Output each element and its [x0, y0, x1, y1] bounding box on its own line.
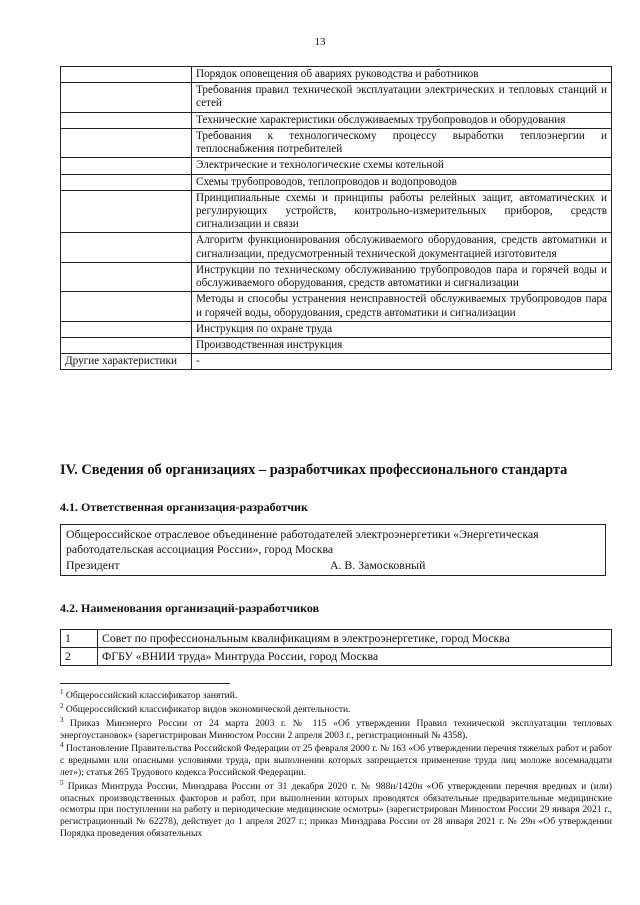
requirement-cell: Электрические и технологические схемы котельной — [192, 158, 612, 174]
footnote-mark: 1 — [60, 688, 64, 696]
row-number: 1 — [61, 630, 98, 648]
label-cell: Другие характеристики — [61, 354, 192, 370]
label-cell — [61, 190, 192, 233]
page-number: 13 — [314, 36, 326, 48]
requirement-cell: Инструкции по техническому обслуживанию трубопроводов пара и горячей воды и обслуживаемого оборудования, средств автоматики и сигнализации — [192, 262, 612, 291]
label-cell — [61, 158, 192, 174]
table-row — [61, 112, 612, 128]
footnote-text: Приказ Минэнерго России от 24 марта 2003 г. № 115 «Об утверждении Правил технической эксплуатации тепловых энергоустановок» (зарегистрирован Минюстом России 2 апреля 2003 г., регистрационный № 4358). — [60, 717, 612, 741]
table-row — [61, 158, 612, 174]
organization-cell: ФГБУ «ВНИИ труда» Минтруда России, город Москва — [98, 648, 612, 666]
table-row — [61, 321, 612, 337]
footnote-mark: 2 — [60, 701, 64, 710]
table-row — [61, 128, 612, 157]
requirement-cell: Принципиальные схемы и принципы работы релейных защит, автоматических и регулирующих устройств, контрольно-измерительных приборов, средств сигнализации и связи — [192, 190, 612, 233]
row-number: 2 — [61, 648, 98, 666]
table-row — [61, 292, 612, 321]
footnote-separator — [60, 683, 230, 684]
requirement-cell: Требования правил технической эксплуатации электрических и тепловых станций и сетей — [192, 83, 612, 112]
label-cell — [61, 112, 192, 128]
label-cell — [61, 262, 192, 291]
table-row — [61, 630, 612, 648]
signatory-row — [66, 558, 600, 573]
requirement-cell: Методы и способы устранения неисправностей обслуживаемых трубопроводов пара и горячей воды, оборудования, средств автоматики и сигнализации — [192, 292, 612, 321]
organization-cell: Совет по профессиональным квалификациям в электроэнергетике, город Москва — [98, 630, 612, 648]
footnote — [60, 741, 612, 778]
requirement-cell: Производственная инструкция — [192, 337, 612, 353]
signatory-name: А. В. Замосковный — [330, 557, 426, 572]
label-cell — [61, 128, 192, 157]
label-cell — [61, 83, 192, 112]
footnote-mark: 3 — [60, 715, 64, 724]
footnote-text: Постановление Правительства Российской Федерации от 25 февраля 2000 г. № 163 «Об утверждении перечня тяжелых работ и работ с вредными или опасными условиями труда, при выполнении которых запрещается применение труда лиц моложе восемнадцати лет»); статья 265 Трудового кодекса Российской Федерации. — [60, 743, 612, 778]
footnote-text: Общероссийский классификатор занятий. — [65, 690, 238, 702]
table-row — [61, 174, 612, 190]
footnote-mark: 5 — [60, 778, 64, 787]
label-cell — [61, 233, 192, 262]
footnote-text: Приказ Минтруда России, Минздрава России от 31 декабря 2020 г. № 988н/1420н «Об утверждении перечня вредных и (или) опасных производственных факторов и работ, при выполнении которых проводятся обязательные предварительные медицинские осмотры при поступлении на работу и периодические медицинские осмотры» (зарегистрирован Минюстом России 29 января 2021 г., регистрационный № 62278), действует до 1 апреля 2027 г.; приказ Минздрава России от 28 января 2021 г. № 29н «Об утверждении Порядка проведения обязательных — [60, 780, 612, 839]
table-row — [61, 233, 612, 262]
requirements-table — [60, 66, 612, 370]
organization-name: Общероссийское отраслевое объединение работодателей электроэнергетики «Энергетическая работодательская ассоциация России», город Москва — [66, 527, 539, 557]
requirement-cell: Инструкция по охране труда — [192, 321, 612, 337]
subsection-4-2-heading: 4.2. Наименования организаций-разработчиков — [60, 601, 320, 615]
label-cell — [61, 292, 192, 321]
footnote — [60, 779, 612, 840]
table-row — [61, 190, 612, 233]
footnote — [60, 702, 612, 716]
requirement-cell: Схемы трубопроводов, теплопроводов и водопроводов — [192, 174, 612, 190]
footnote — [60, 716, 612, 742]
requirement-cell: Требования к технологическому процессу выработки теплоэнергии и теплоснабжения потребителей — [192, 128, 612, 157]
table-row — [61, 354, 612, 370]
subsection-4-1-heading: 4.1. Ответственная организация-разработчик — [60, 500, 308, 514]
table-row — [61, 262, 612, 291]
requirement-cell: - — [192, 354, 612, 370]
responsible-organization-box — [60, 524, 606, 576]
table-row — [61, 67, 612, 83]
label-cell — [61, 67, 192, 83]
requirement-cell: Порядок оповещения об авариях руководства и работников — [192, 67, 612, 83]
developers-table — [60, 629, 612, 666]
requirement-cell: Технические характеристики обслуживаемых трубопроводов и оборудования — [192, 112, 612, 128]
label-cell — [61, 174, 192, 190]
signatory-position: Президент — [66, 557, 120, 572]
footnote — [60, 688, 612, 702]
table-row — [61, 83, 612, 112]
table-row — [61, 337, 612, 353]
label-cell — [61, 321, 192, 337]
table-row — [61, 648, 612, 666]
footnote-mark: 4 — [60, 741, 64, 750]
section-iv-heading: IV. Сведения об организациях – разработчиках профессионального стандарта — [60, 462, 568, 478]
footnotes — [60, 688, 612, 839]
label-cell — [61, 337, 192, 353]
requirement-cell: Алгоритм функционирования обслуживаемого оборудования, средств автоматики и сигнализации, предусмотренный технической документацией изготовителя — [192, 233, 612, 262]
footnote-text: Общероссийский классификатор видов экономической деятельности. — [65, 704, 351, 716]
